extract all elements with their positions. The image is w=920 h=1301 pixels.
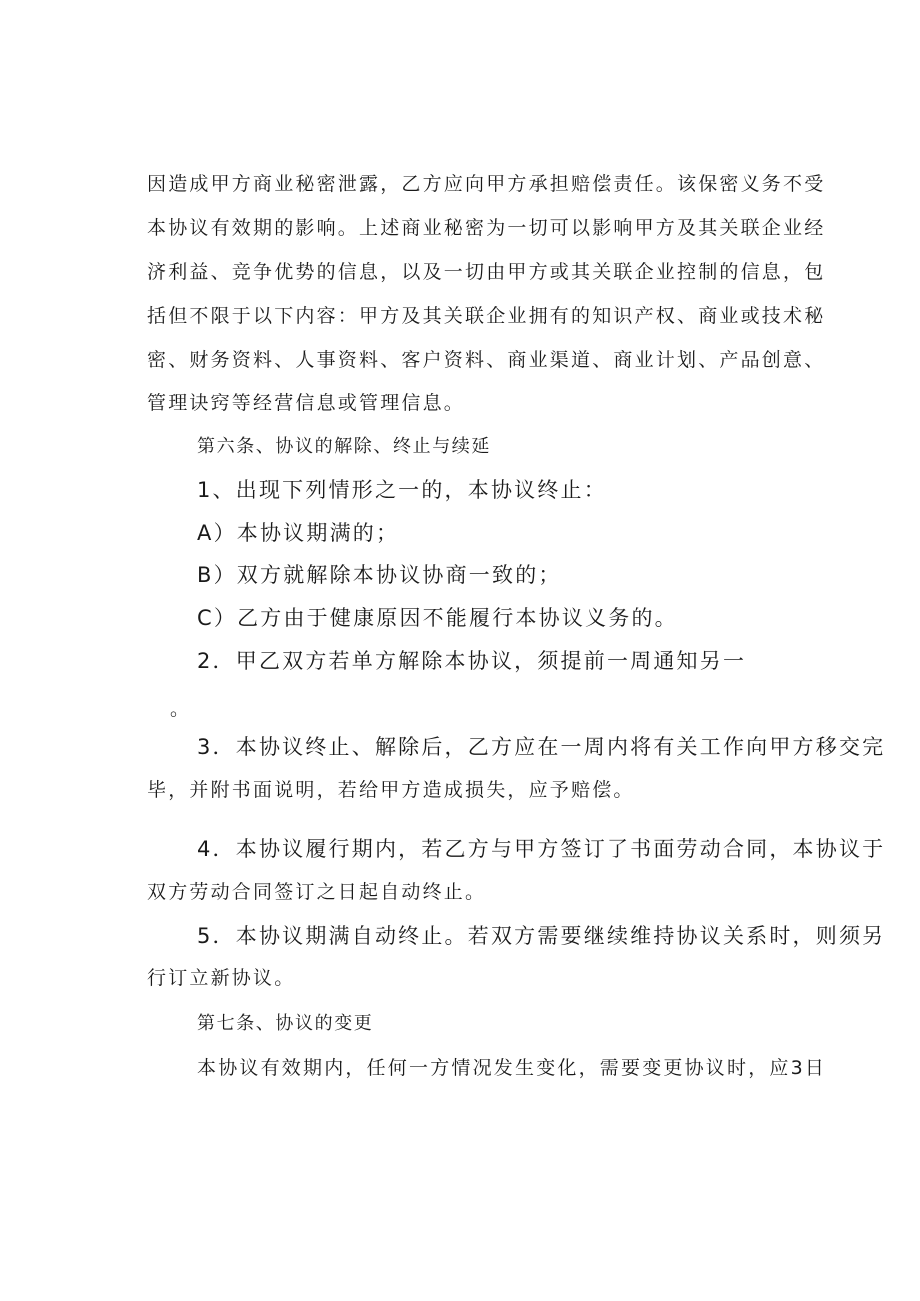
article6-item-4-line1: 4．本协议履行期内，若乙方与甲方签订了书面劳动合同，本协议于: [197, 837, 886, 861]
article6-item-3-line1: 3．本协议终止、解除后，乙方应在一周内将有关工作向甲方移交完: [197, 735, 886, 759]
article7-heading: 第七条、协议的变更: [197, 1013, 374, 1034]
article6-item-1c: C）乙方由于健康原因不能履行本协议义务的。: [197, 606, 678, 630]
article6-item-2-end: 。: [170, 698, 192, 720]
text-line: 济利益、竞争优势的信息，以及一切由甲方或其关联企业控制的信息，包: [147, 261, 826, 283]
article6-item-4-line2: 双方劳动合同签订之日起自动终止。: [147, 881, 487, 903]
article6-item-1b: B）双方就解除本协议协商一致的；: [197, 563, 562, 587]
article6-item-5-line1: 5．本协议期满自动终止。若双方需要继续维持协议关系时，则须另: [197, 924, 886, 948]
text-line: 本协议有效期的影响。上述商业秘密为一切可以影响甲方及其关联企业经: [147, 217, 826, 239]
article6-heading: 第六条、协议的解除、终止与续延: [197, 436, 491, 457]
article6-item-2: 2．甲乙双方若单方解除本协议，须提前一周通知另一: [197, 649, 747, 673]
text-line: 括但不限于以下内容：甲方及其关联企业拥有的知识产权、商业或技术秘: [147, 305, 826, 327]
article6-item-3-line2: 毕，并附书面说明，若给甲方造成损失，应予赔偿。: [147, 779, 635, 801]
article6-item-5-line2: 行订立新协议。: [147, 967, 296, 989]
article7-text: 本协议有效期内，任何一方情况发生变化，需要变更协议时，应3日: [197, 1057, 827, 1079]
text-line: 因造成甲方商业秘密泄露，乙方应向甲方承担赔偿责任。该保密义务不受: [147, 173, 826, 195]
text-line: 管理诀窍等经营信息或管理信息。: [147, 392, 466, 414]
text-line: 密、财务资料、人事资料、客户资料、商业渠道、商业计划、产品创意、: [147, 349, 826, 371]
article6-item-1a: A）本协议期满的；: [197, 521, 400, 545]
article6-item-1: 1、出现下列情形之一的，本协议终止：: [197, 478, 607, 502]
